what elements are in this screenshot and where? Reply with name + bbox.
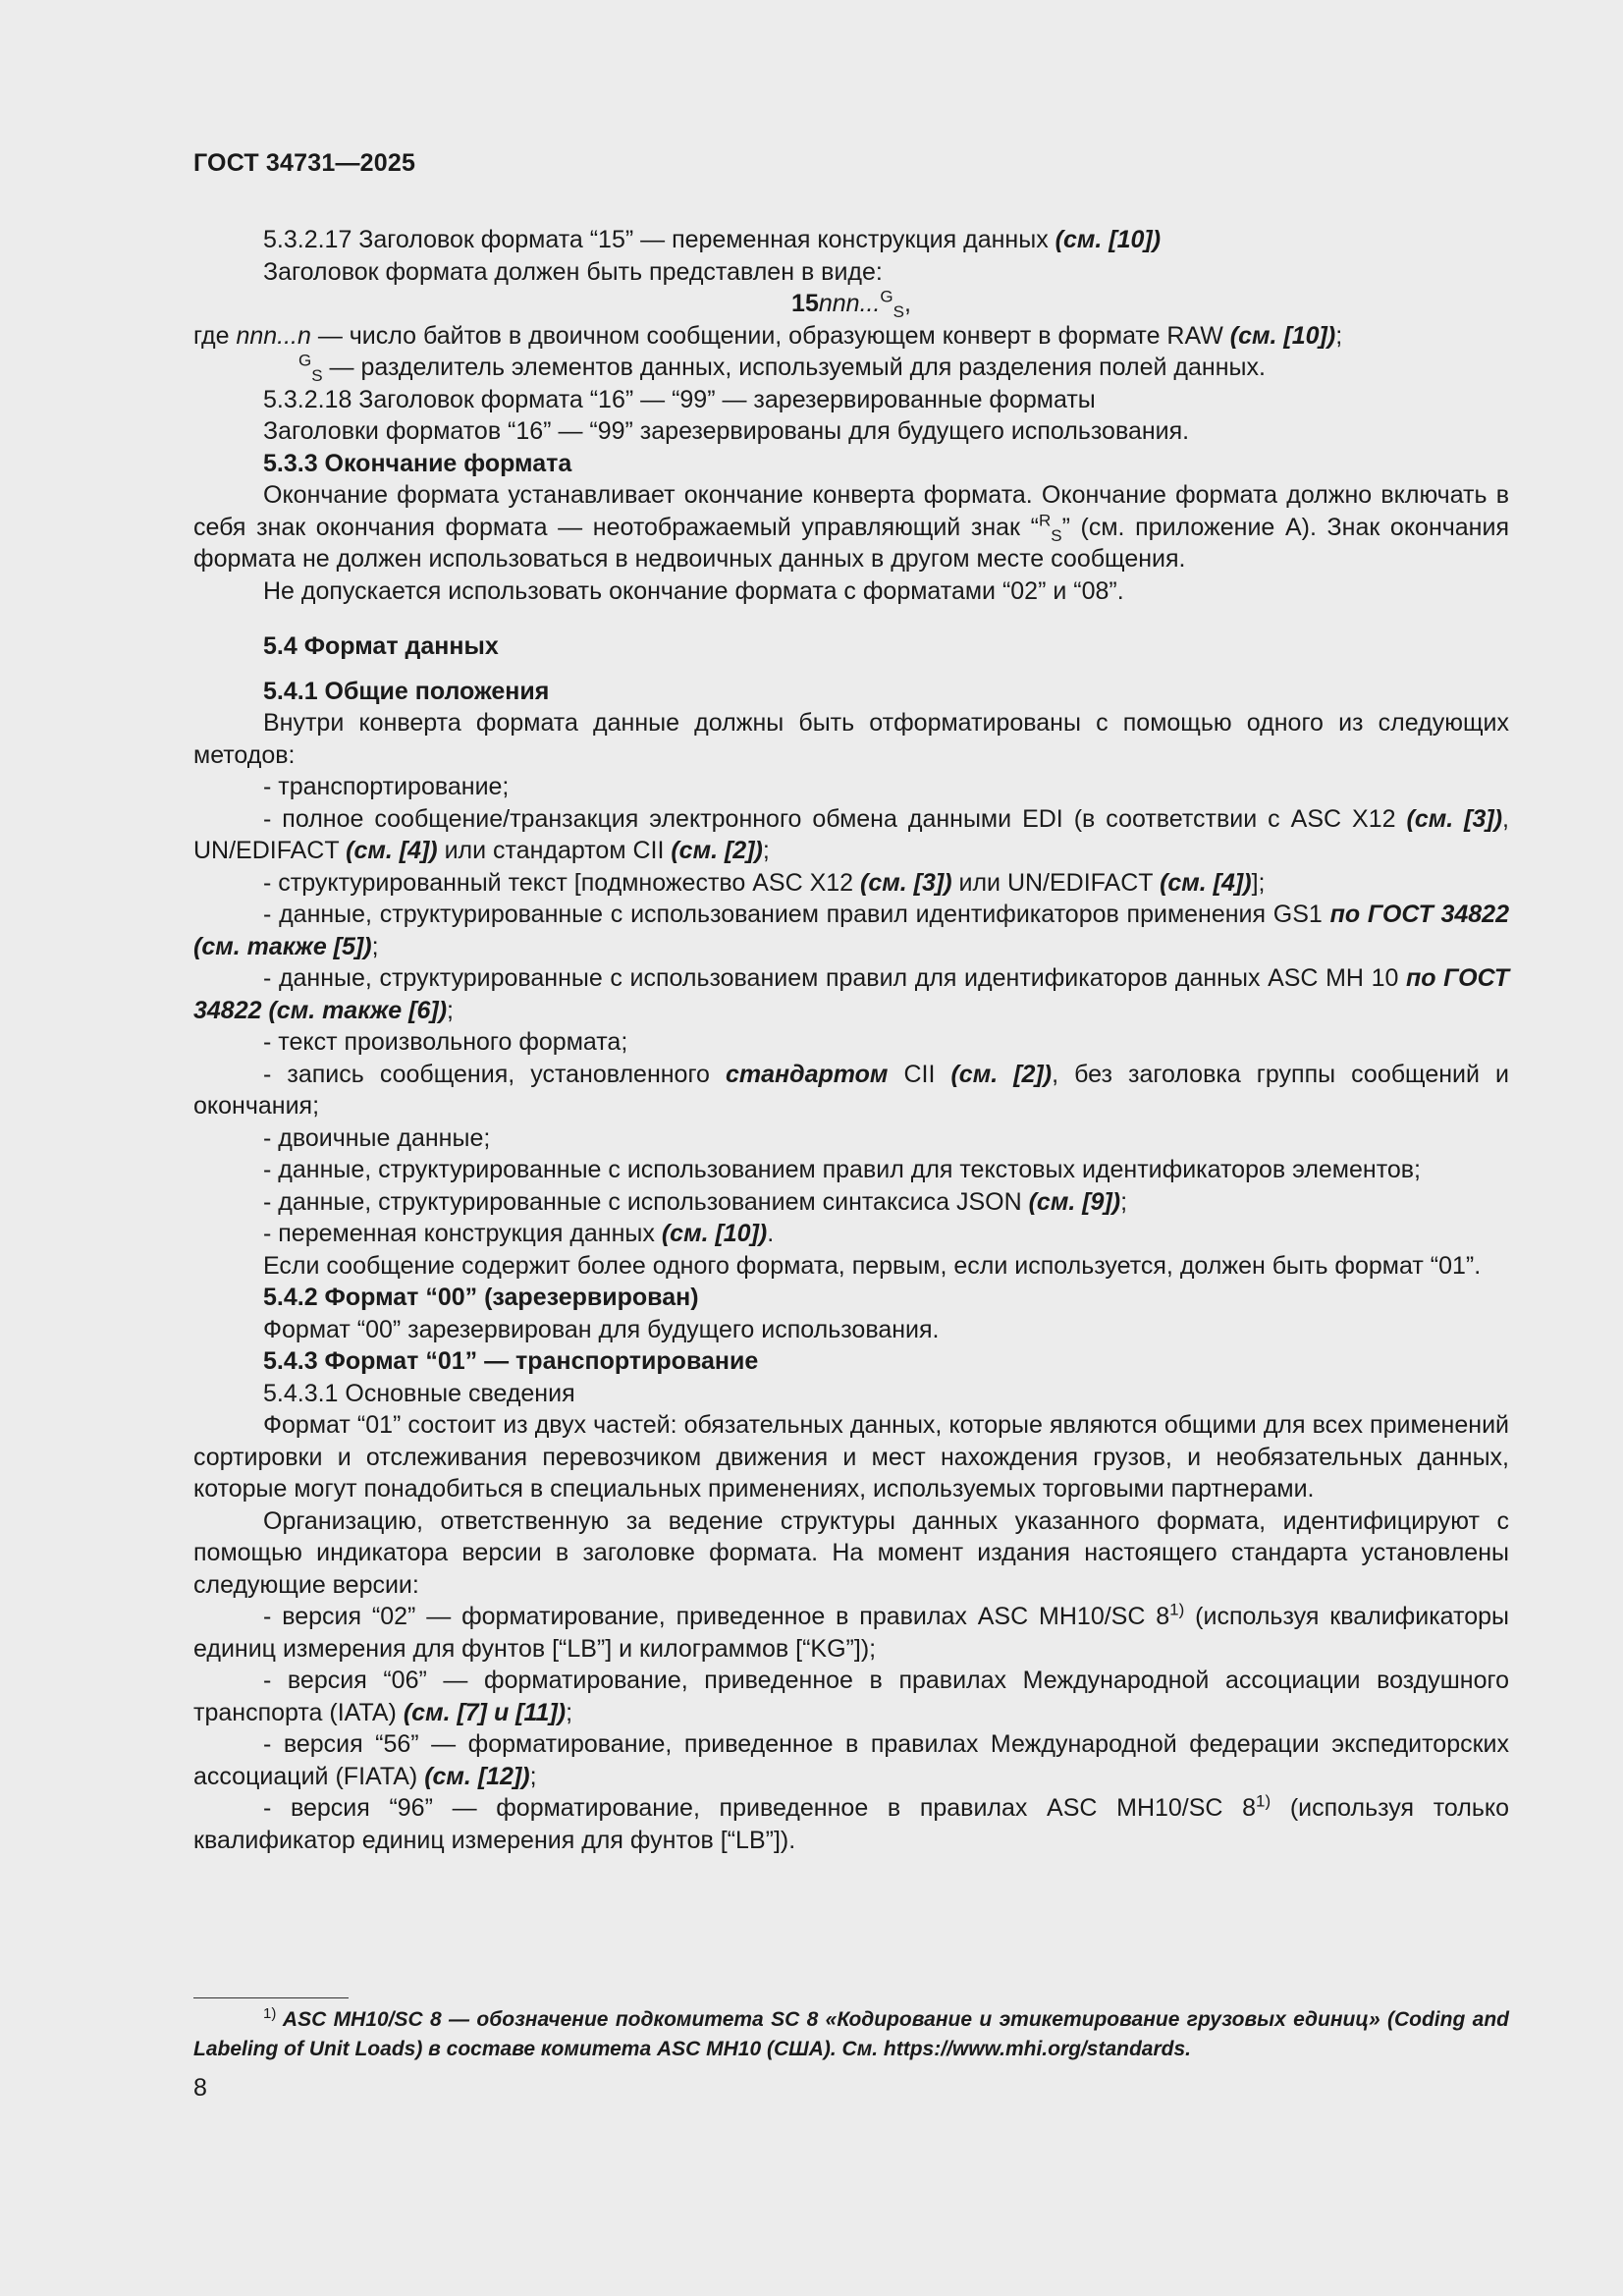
clause-5-3-2-18-heading: 5.3.2.18 Заголовок формата “16” — “99” — зарезервированные форматы: [263, 385, 1096, 413]
section-5-4-title: 5.4 Формат данных: [263, 632, 499, 660]
footnote-ref: 1): [1169, 1600, 1185, 1619]
document-header: ГОСТ 34731—2025: [193, 149, 416, 177]
footnote: $^{1)}$ ASC MH10/SC 8 — обозначение подкомитета SC 8 «Кодирование и этикетирование грузовых единиц» (Coding and Labeling of Unit Loads) в составе комитета ASC MH10 (США). См. https://www.mhi.org/standards.: [193, 2005, 1509, 2060]
reference: (см. [10]): [1055, 226, 1162, 253]
page-number: 8: [193, 2074, 207, 2102]
reference: (см. [10]): [1229, 321, 1336, 350]
paragraph: Если сообщение содержит более одного формата, первым, если используется, должен быть формат “01”.: [263, 1251, 1482, 1280]
formula-explanation: $^G_S$ — разделитель элементов данных, используемый для разделения полей данных.: [298, 351, 1266, 385]
list-item: - версия “56” — форматирование, приведенное в правилах Международной федерации экспедиторских ассоциаций (FIATA) (см. [12]);: [193, 1730, 1509, 1790]
list-item: - версия “06” — форматирование, приведенное в правилах Международной ассоциации воздушного транспорта (IATA) (см. [7] и [11]);: [193, 1667, 1509, 1726]
list-item: - транспортирование;: [263, 773, 510, 800]
paragraph: Заголовки форматов “16” — “99” зарезервированы для будущего использования.: [263, 417, 1190, 445]
list-item: - структурированный текст [подмножество ASC X12 (см. [3]) или UN/EDIFACT (см. [4])];: [263, 868, 1266, 897]
list-item: - версия “02” — форматирование, приведенное в правилах ASC MH10/SC 8$^{1)}$ (используя квалификаторы единиц измерения для фунтов [“LB”] и килограммов [“KG”]);: [193, 1600, 1509, 1663]
paragraph: Формат “00” зарезервирован для будущего использования.: [263, 1315, 940, 1343]
list-item: - данные, структурированные с использованием правил идентификаторов применения GS1 по ГОСТ 34822 (см. также [5]);: [193, 901, 1509, 960]
list-item: - двоичные данные;: [263, 1123, 491, 1152]
section-5-4-3-title: 5.4.3 Формат “01” — транспортирование: [263, 1347, 759, 1375]
section-5-4-1-title: 5.4.1 Общие положения: [263, 677, 550, 705]
paragraph: Окончание формата устанавливает окончание конверта формата. Окончание формата должно включать в себя знак окончания формата — неотображаемый управляющий знак “$^R_S$” (см. приложение А). Знак окончания формата не должен использоваться в недвоичных данных в другом месте сообщения.: [193, 481, 1509, 573]
list-item: - данные, структурированные с использованием правил для текстовых идентификаторов элементов;: [263, 1156, 1422, 1183]
list-item: - данные, структурированные с использованием синтаксиса JSON (см. [9]);: [263, 1187, 1128, 1216]
page-body: [193, 224, 1509, 1856]
footnote-marker: 1): [263, 2005, 277, 2022]
section-5-3-3-title: 5.3.3 Окончание формата: [263, 449, 572, 477]
list-item: - полное сообщение/транзакция электронного обмена данными EDI (в соответствии с ASC X12 (см. [3]), UN/EDIFACT (см. [4]) или стандартом CII (см. [2]);: [193, 804, 1509, 864]
footnote-ref: 1): [1256, 1791, 1271, 1811]
list-item: - переменная конструкция данных (см. [10]).: [263, 1220, 775, 1247]
paragraph: Не допускается использовать окончание формата с форматами “02” и “08”.: [263, 576, 1124, 605]
formula-explanation: где nnn...n — число байтов в двоичном сообщении, образующем конверт в формате RAW (см. [10]);: [193, 321, 1343, 350]
list-item: - данные, структурированные с использованием правил для идентификаторов данных ASC MH 10 по ГОСТ 34822 (см. также [6]);: [193, 964, 1509, 1024]
paragraph: Внутри конверта формата данные должны быть отформатированы с помощью одного из следующих методов:: [193, 709, 1509, 769]
list-item: - версия “96” — форматирование, приведенное в правилах ASC MH10/SC 8$^{1)}$ (используя только квалификатор единиц измерения для фунтов [“LB”]).: [193, 1791, 1509, 1854]
paragraph: Заголовок формата должен быть представлен в виде:: [263, 257, 883, 286]
subsection-5-4-3-1-title: 5.4.3.1 Основные сведения: [263, 1379, 575, 1407]
list-item: - запись сообщения, установленного стандартом CII (см. [2]), без заголовка группы сообщений и окончания;: [193, 1060, 1509, 1120]
list-item: - текст произвольного формата;: [263, 1028, 628, 1056]
section-5-4-2-title: 5.4.2 Формат “00” (зарезервирован): [263, 1284, 699, 1311]
clause-5-3-2-17-heading: 5.3.2.17 Заголовок формата “15” — переменная конструкция данных (см. [10]): [263, 226, 1162, 253]
paragraph: Организацию, ответственную за ведение структуры данных указанного формата, идентифицируют с помощью индикатора версии в заголовке формата. На момент издания настоящего стандарта установлены следующие версии:: [193, 1506, 1509, 1599]
paragraph: Формат “01” состоит из двух частей: обязательных данных, которые являются общими для всех применений сортировки и отслеживания перевозчиком движения и мест нахождения грузов, и необязательных данных, которые могут понадобиться в специальных применениях, используемых торговыми партнерами.: [193, 1411, 1509, 1503]
footnote-divider: [193, 1997, 349, 1998]
format-formula: 15nnn...$^G_S$,: [791, 287, 911, 321]
